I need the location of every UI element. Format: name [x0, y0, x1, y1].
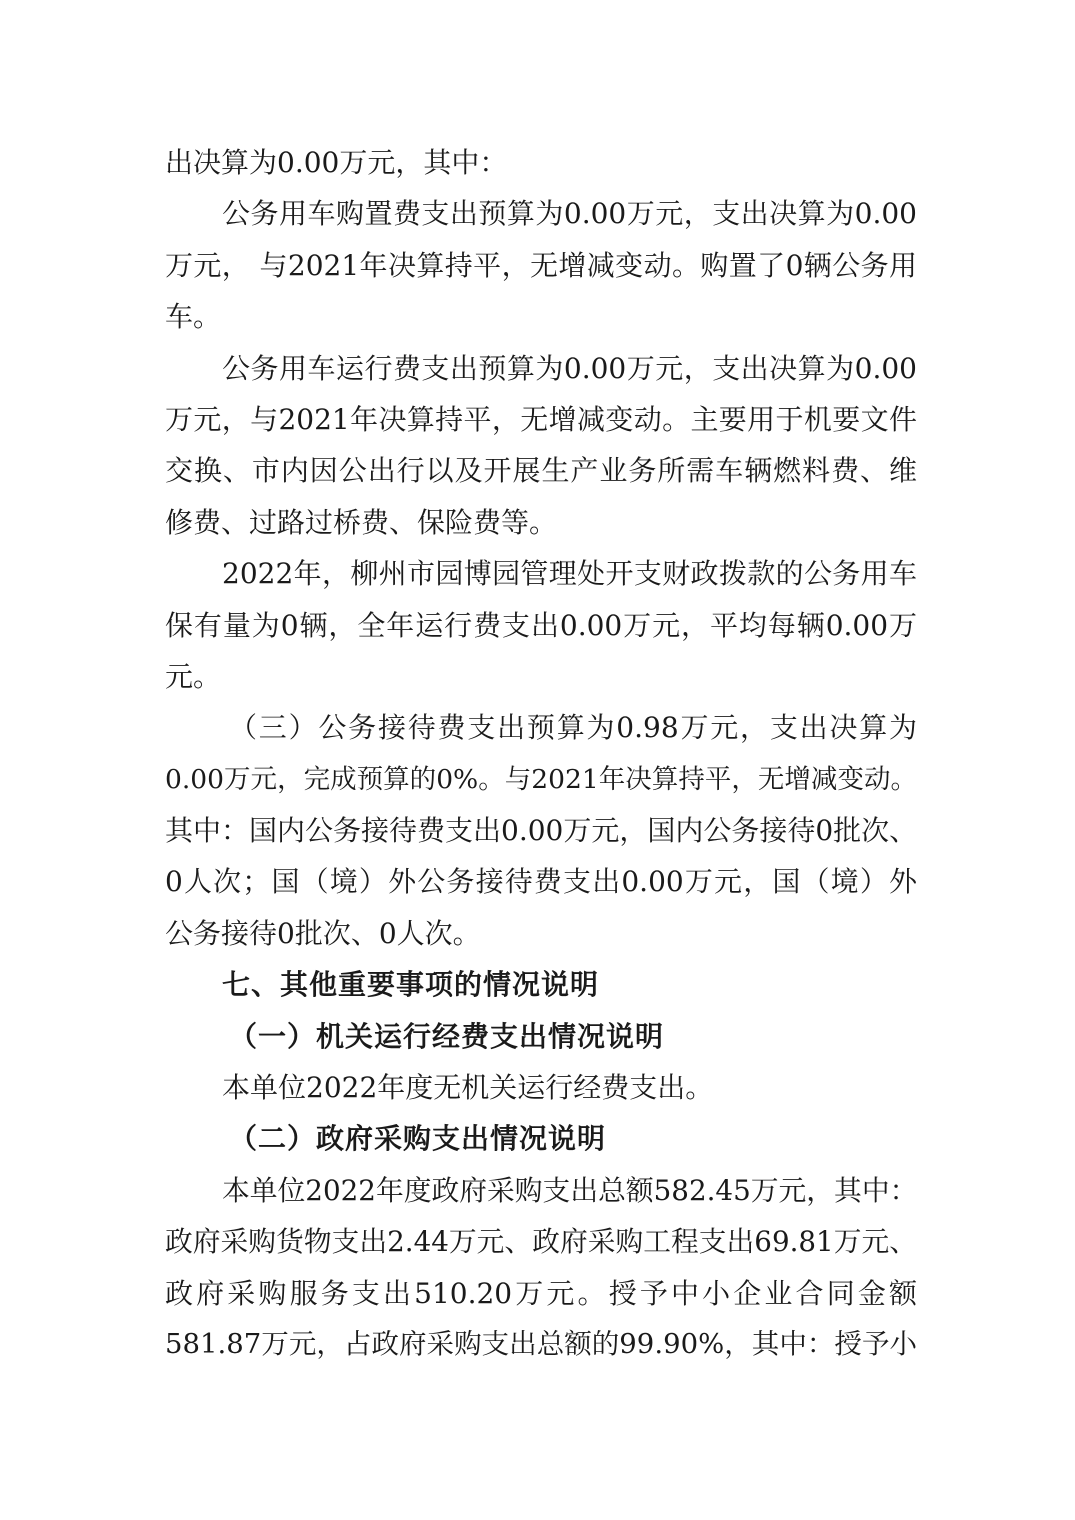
paragraph-line: 保有量为0辆，全年运行费支出0.00万元，平均每辆0.00万: [165, 608, 917, 642]
paragraph-line: 万元，与2021年决算持平，无增减变动。主要用于机要文件: [165, 402, 917, 436]
paragraph-line: 公务用车购置费支出预算为0.00万元，支出决算为0.00: [222, 197, 917, 231]
paragraph-line: 本单位2022年度政府采购支出总额582.45万元，其中：: [222, 1173, 918, 1207]
paragraph-line: 政府采购货物支出2.44万元、政府采购工程支出69.81万元、: [165, 1225, 917, 1259]
paragraph-line: 修费、过路过桥费、保险费等。: [165, 505, 558, 539]
paragraph-line: 其中：国内公务接待费支出0.00万元，国内公务接待0批次、: [165, 814, 918, 848]
paragraph-line: 万元， 与2021年决算持平，无增减变动。购置了0辆公务用: [165, 248, 917, 282]
paragraph-line: 出决算为0.00万元，其中：: [165, 146, 508, 179]
paragraph-line: 本单位2022年度无机关运行经费支出。: [222, 1071, 714, 1105]
paragraph-line: 元。: [165, 659, 222, 693]
paragraph-line: 交换、市内因公出行以及开展生产业务所需车辆燃料费、维: [165, 454, 917, 488]
subsection-heading: （二）政府采购支出情况说明: [229, 1122, 607, 1156]
paragraph-line: 0.00万元，完成预算的0%。与2021年决算持平，无增减变动。: [165, 763, 917, 795]
paragraph-line: 公务用车运行费支出预算为0.00万元，支出决算为0.00: [222, 351, 917, 385]
paragraph-line: 公务接待0批次、0人次。: [165, 916, 481, 950]
paragraph-line: 车。: [165, 300, 222, 334]
section-heading: 七、其他重要事项的情况说明: [222, 968, 600, 1002]
paragraph-line: （三）公务接待费支出预算为0.98万元，支出决算为: [229, 711, 917, 745]
paragraph-line: 政府采购服务支出510.20万元。授予中小企业合同金额: [165, 1276, 917, 1310]
paragraph-line: 581.87万元，占政府采购支出总额的99.90%，其中：授予小: [165, 1327, 917, 1360]
paragraph-line: 2022年，柳州市园博园管理处开支财政拨款的公务用车: [222, 557, 917, 591]
paragraph-line: 0人次；国（境）外公务接待费支出0.00万元，国（境）外: [165, 865, 917, 899]
document-body: [165, 137, 917, 1370]
subsection-heading: （一）机关运行经费支出情况说明: [229, 1019, 665, 1053]
